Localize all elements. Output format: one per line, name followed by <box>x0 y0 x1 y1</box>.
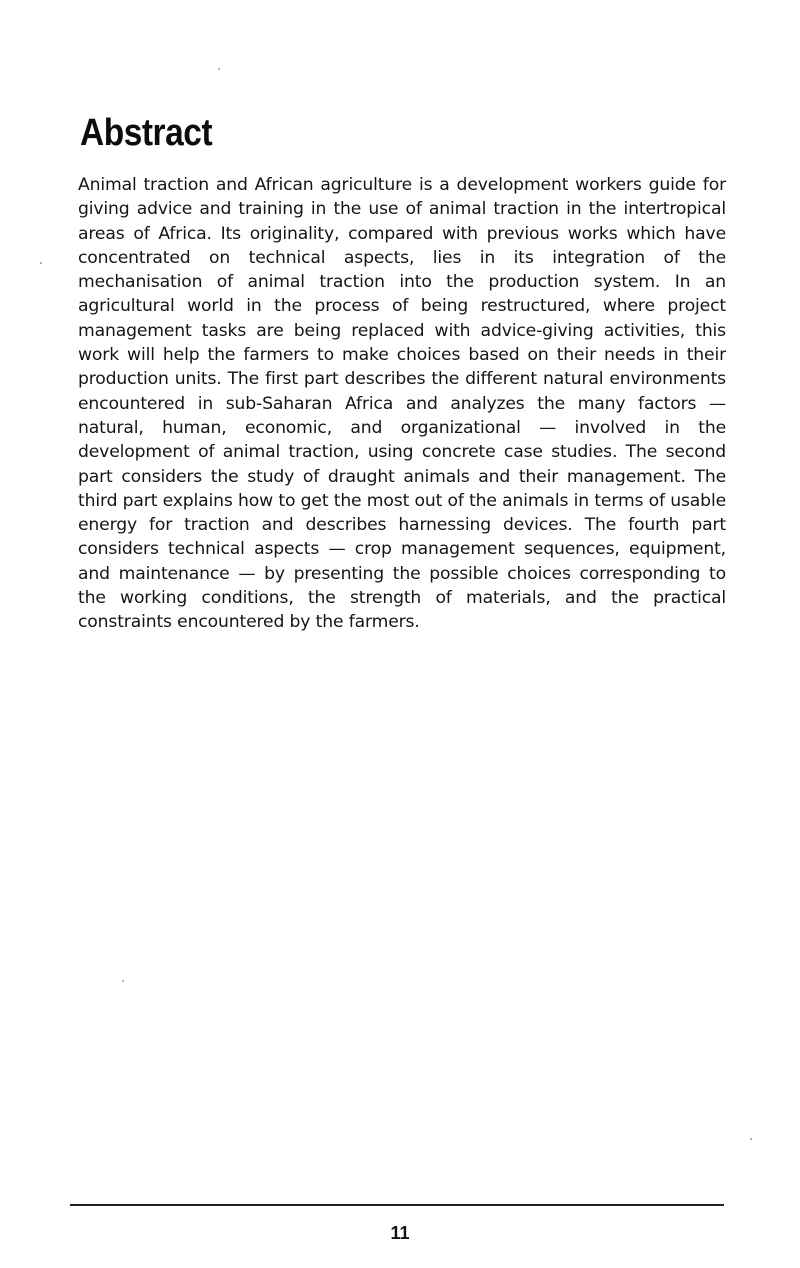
abstract-paragraph: Animal traction and African agriculture is a development workers guide for giving advice and training in the use of animal traction in the intertropical areas of Africa. Its originality, compared with previous works which have concentrated on technical aspects, lies in its integration of the mechanisation of animal traction into the production system. In an agricultural world in the process of being restructured, where project management tasks are being replaced with advice-giving activities, this work will help the farmers to make choices based on their needs in their production units. The first part describes the different natural environments encountered in sub-Saharan Africa and analyzes the many factors — natural, human, economic, and organizational — involved in the development of animal traction, using concrete case studies. The second part considers the study of draught animals and their management. The third part explains how to get the most out of the animals in terms of usable energy for traction and describes harnessing devices. The fourth part considers technical aspects — crop management sequences, equipment, and maintenance — by presenting the possible choices corresponding to the working conditions, the strength of materials, and the practical constraints encountered by the farmers. <box>78 175 726 633</box>
scan-speck <box>122 980 124 982</box>
scan-speck <box>750 1138 752 1140</box>
scan-speck <box>218 68 220 70</box>
page-title: Abstract <box>80 112 213 154</box>
footer-rule <box>70 1204 724 1206</box>
page-number: 11 <box>390 1223 410 1243</box>
scan-speck <box>40 262 42 264</box>
